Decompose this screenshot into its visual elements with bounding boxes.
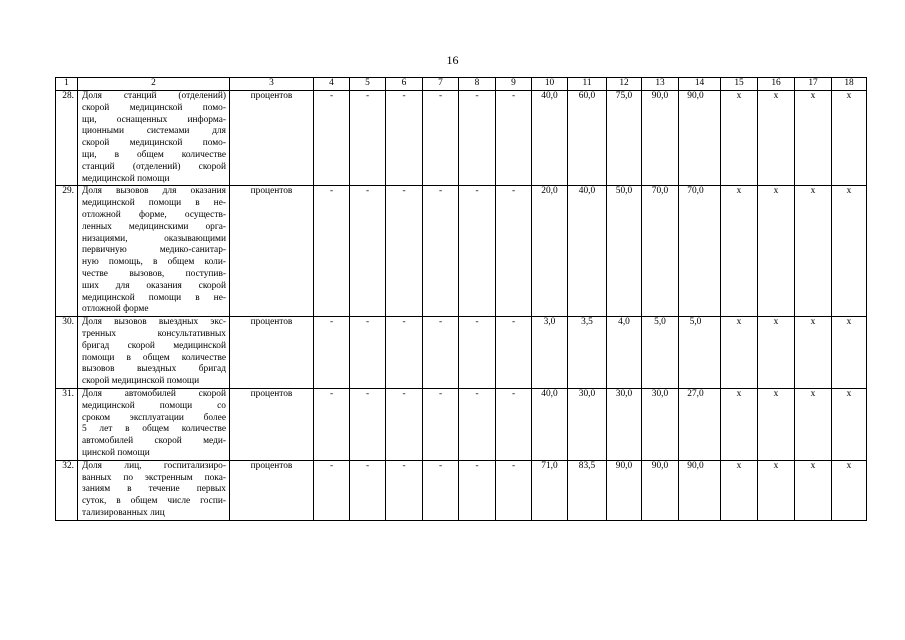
header-cell: 3 — [230, 78, 314, 91]
value-cell: - — [350, 186, 386, 317]
value-cell: 30,0 — [568, 388, 607, 460]
description-line: автомобилей скорой меди- — [82, 436, 226, 447]
description-line: станций (отделений) скорой — [82, 161, 226, 172]
description-line: суток, в общем числе госпи- — [82, 496, 226, 507]
value-cell: - — [459, 91, 496, 186]
value-cell: x — [721, 186, 758, 317]
description-line: Доля вызовов для оказания — [82, 186, 226, 197]
description-line: низациями, оказывающими — [82, 233, 226, 244]
unit-cell: процентов — [230, 388, 314, 460]
indicator-description — [78, 460, 230, 520]
description-line: сроком эксплуатации более — [82, 412, 226, 423]
value-cell: - — [423, 317, 459, 389]
value-cell: - — [423, 388, 459, 460]
row-number: 28. — [56, 91, 78, 186]
value-cell: 50,0 — [607, 186, 642, 317]
header-cell: 16 — [758, 78, 795, 91]
value-cell: 3,5 — [568, 317, 607, 389]
unit-cell: процентов — [230, 91, 314, 186]
value-cell: - — [459, 388, 496, 460]
value-cell: - — [386, 186, 423, 317]
row-number: 31. — [56, 388, 78, 460]
table-row — [56, 91, 867, 186]
description-line: ленных медицинскими орга- — [82, 221, 226, 232]
value-cell: 90,0 — [642, 460, 679, 520]
value-cell: x — [758, 186, 795, 317]
value-cell: x — [832, 317, 867, 389]
header-cell: 17 — [795, 78, 832, 91]
header-cell: 10 — [532, 78, 568, 91]
value-cell: 71,0 — [532, 460, 568, 520]
value-cell: x — [721, 91, 758, 186]
value-cell: 30,0 — [642, 388, 679, 460]
value-cell: - — [423, 91, 459, 186]
value-cell: x — [795, 91, 832, 186]
description-line: Доля автомобилей скорой — [82, 388, 226, 399]
unit-cell: процентов — [230, 460, 314, 520]
value-cell: - — [496, 388, 532, 460]
table-row — [56, 388, 867, 460]
value-cell: - — [386, 91, 423, 186]
value-cell: - — [496, 317, 532, 389]
table-row — [56, 186, 867, 317]
value-cell: - — [459, 317, 496, 389]
description-line: цинской помощи — [82, 447, 150, 458]
value-cell: 90,0 — [642, 91, 679, 186]
header-cell: 12 — [607, 78, 642, 91]
description-line: 5 лет в общем количестве — [82, 424, 226, 435]
indicators-table — [55, 77, 867, 521]
value-cell: 90,0 — [679, 460, 721, 520]
unit-cell: процентов — [230, 186, 314, 317]
description-line: медицинской помощи со — [82, 400, 226, 411]
unit-cell: процентов — [230, 317, 314, 389]
value-cell: 20,0 — [532, 186, 568, 317]
value-cell: x — [832, 388, 867, 460]
header-cell: 14 — [679, 78, 721, 91]
description-line: медицинской помощи в не- — [82, 292, 226, 303]
description-line: помощи в общем количестве — [82, 352, 226, 363]
value-cell: 90,0 — [679, 91, 721, 186]
value-cell: - — [496, 460, 532, 520]
value-cell: - — [314, 388, 350, 460]
description-line: отложной форме, осуществ- — [82, 209, 226, 220]
value-cell: 30,0 — [607, 388, 642, 460]
header-cell: 1 — [56, 78, 78, 91]
header-cell: 4 — [314, 78, 350, 91]
value-cell: x — [721, 460, 758, 520]
description-line: щи, в общем количестве — [82, 149, 226, 160]
value-cell: 83,5 — [568, 460, 607, 520]
header-cell: 7 — [423, 78, 459, 91]
description-line: ших для оказания скорой — [82, 280, 226, 291]
description-line: ную помощь, в общем коли- — [82, 257, 226, 268]
value-cell: 40,0 — [532, 388, 568, 460]
value-cell: 40,0 — [532, 91, 568, 186]
value-cell: - — [496, 91, 532, 186]
value-cell: - — [423, 460, 459, 520]
value-cell: 3,0 — [532, 317, 568, 389]
header-row — [56, 78, 867, 91]
description-line: скорой медицинской помо- — [82, 102, 226, 113]
description-line: ционными системами для — [82, 126, 226, 137]
description-line: ванных по экстренным пока- — [82, 472, 226, 483]
description-line: скорой медицинской помощи — [82, 376, 200, 387]
value-cell: x — [758, 388, 795, 460]
value-cell: x — [758, 91, 795, 186]
row-number: 32. — [56, 460, 78, 520]
value-cell: 70,0 — [642, 186, 679, 317]
description-line: щи, оснащенных информа- — [82, 114, 226, 125]
value-cell: 5,0 — [679, 317, 721, 389]
value-cell: - — [314, 186, 350, 317]
header-cell: 11 — [568, 78, 607, 91]
value-cell: - — [314, 91, 350, 186]
description-line: медицинской помощи — [82, 173, 170, 184]
value-cell: - — [350, 460, 386, 520]
value-cell: - — [350, 388, 386, 460]
value-cell: x — [758, 317, 795, 389]
description-line: медицинской помощи в не- — [82, 198, 226, 209]
value-cell: x — [758, 460, 795, 520]
value-cell: x — [832, 91, 867, 186]
header-cell: 5 — [350, 78, 386, 91]
header-cell: 13 — [642, 78, 679, 91]
value-cell: x — [795, 317, 832, 389]
header-cell: 6 — [386, 78, 423, 91]
description-line: Доля лиц, госпитализиро- — [82, 460, 226, 471]
value-cell: 70,0 — [679, 186, 721, 317]
value-cell: x — [721, 317, 758, 389]
value-cell: - — [459, 186, 496, 317]
value-cell: - — [350, 91, 386, 186]
value-cell: x — [832, 186, 867, 317]
description-line: честве вызовов, поступив- — [82, 268, 226, 279]
value-cell: x — [721, 388, 758, 460]
description-line: тализированных лиц — [82, 507, 165, 518]
value-cell: - — [386, 388, 423, 460]
description-line: тренных консультативных — [82, 328, 226, 339]
value-cell: 27,0 — [679, 388, 721, 460]
description-line: отложной форме — [82, 304, 149, 315]
value-cell: - — [423, 186, 459, 317]
description-line: первичную медико-санитар- — [82, 245, 226, 256]
description-line: вызовов выездных бригад — [82, 364, 226, 375]
value-cell: 40,0 — [568, 186, 607, 317]
indicator-description — [78, 317, 230, 389]
value-cell: 60,0 — [568, 91, 607, 186]
table-row — [56, 460, 867, 520]
indicator-description — [78, 91, 230, 186]
table-row — [56, 317, 867, 389]
value-cell: x — [795, 186, 832, 317]
header-cell: 15 — [721, 78, 758, 91]
value-cell: - — [459, 460, 496, 520]
value-cell: 90,0 — [607, 460, 642, 520]
value-cell: - — [350, 317, 386, 389]
description-line: скорой медицинской помо- — [82, 138, 226, 149]
value-cell: - — [314, 460, 350, 520]
header-cell: 8 — [459, 78, 496, 91]
value-cell: 5,0 — [642, 317, 679, 389]
description-line: заниям в течение первых — [82, 484, 226, 495]
header-cell: 2 — [78, 78, 230, 91]
indicator-description — [78, 388, 230, 460]
header-cell: 9 — [496, 78, 532, 91]
description-line: Доля станций (отделений) — [82, 91, 226, 101]
row-number: 29. — [56, 186, 78, 317]
value-cell: 4,0 — [607, 317, 642, 389]
value-cell: x — [795, 388, 832, 460]
row-number: 30. — [56, 317, 78, 389]
value-cell: - — [314, 317, 350, 389]
description-line: бригад скорой медицинской — [82, 340, 226, 351]
value-cell: - — [496, 186, 532, 317]
value-cell: x — [795, 460, 832, 520]
description-line: Доля вызовов выездных экс- — [82, 317, 226, 328]
value-cell: x — [832, 460, 867, 520]
value-cell: 75,0 — [607, 91, 642, 186]
indicator-description — [78, 186, 230, 317]
header-cell: 18 — [832, 78, 867, 91]
page-number: 16 — [446, 53, 459, 67]
value-cell: - — [386, 317, 423, 389]
value-cell: - — [386, 460, 423, 520]
